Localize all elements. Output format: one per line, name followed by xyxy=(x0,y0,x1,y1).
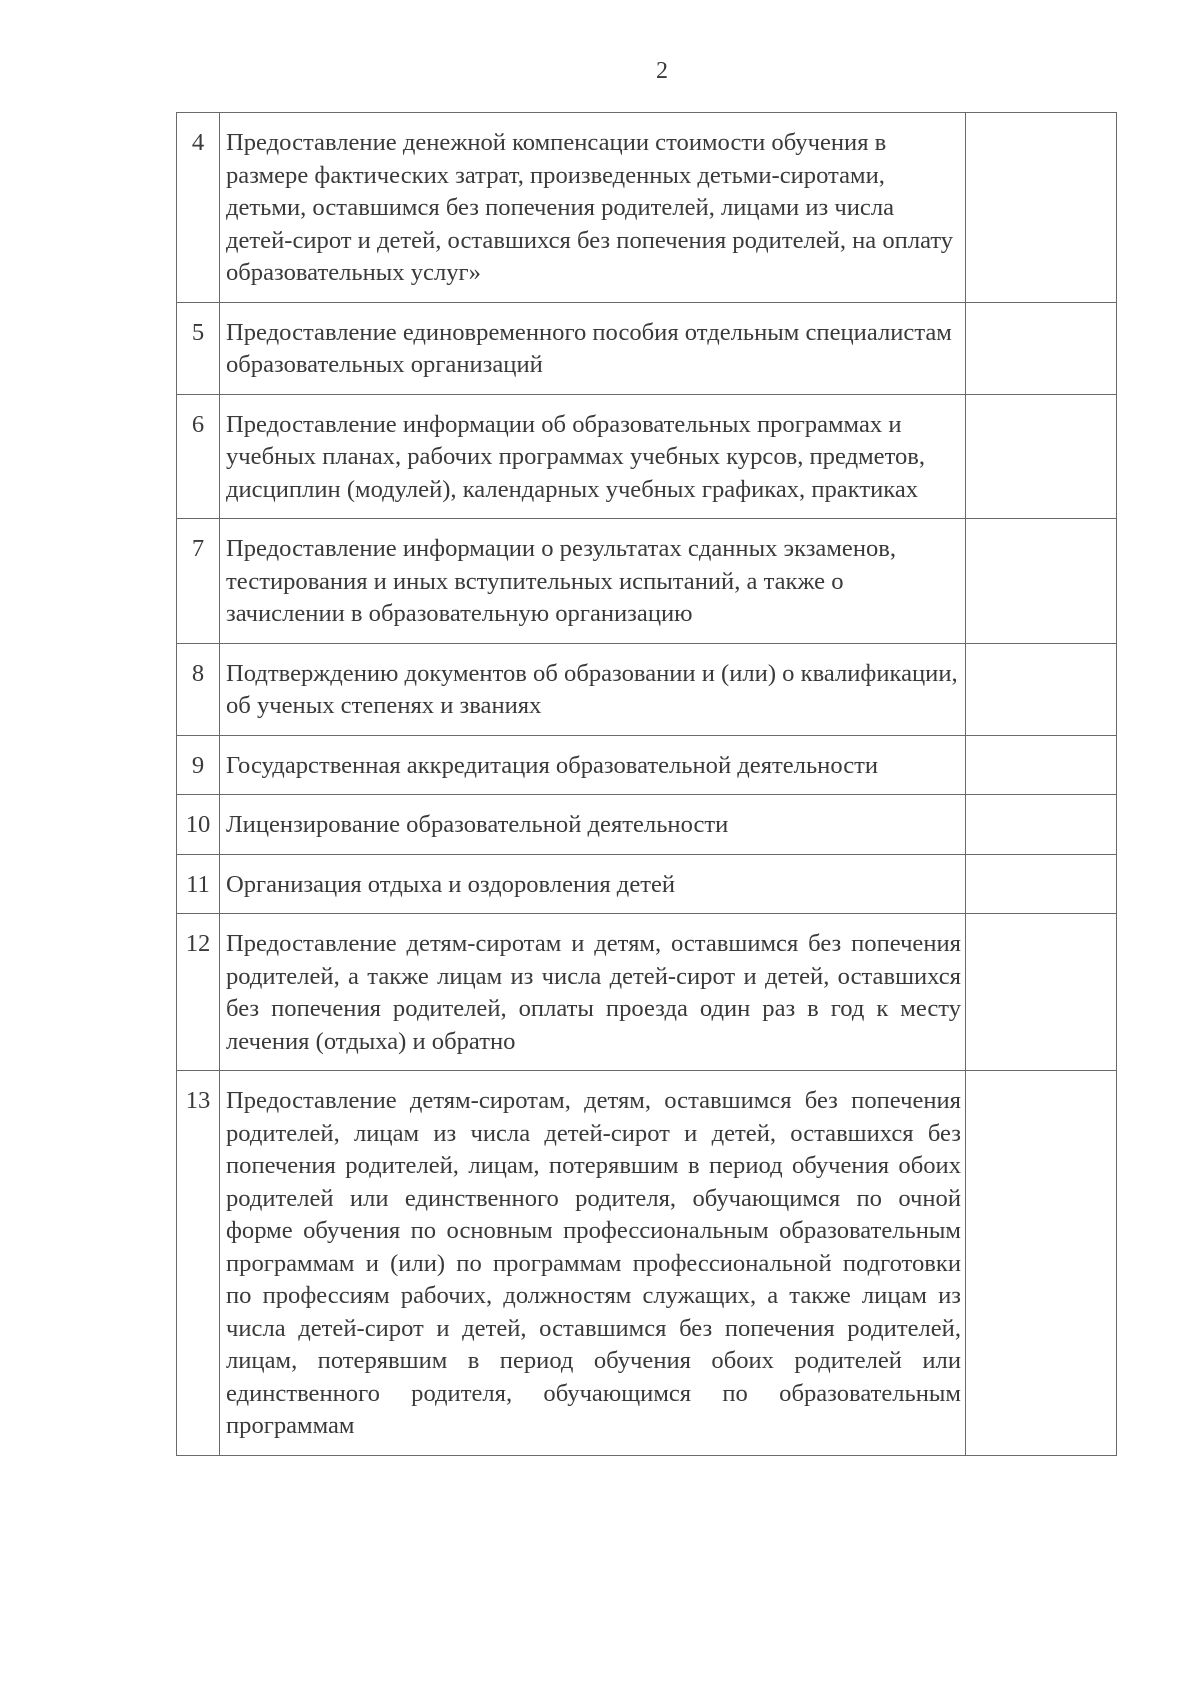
service-name: Организация отдыха и оздоровления детей xyxy=(220,854,966,914)
table-row xyxy=(177,795,1117,855)
row-number: 7 xyxy=(177,519,220,644)
empty-cell xyxy=(966,735,1117,795)
service-name: Предоставление детям-сиротам, детям, оставшимся без попечения родителей, лицам из числа детей-сирот и детей, оставшихся без попечения родителей, лицам, потерявшим в период обучения обоих родителей или единственного родителя, обучающимся по очной форме обучения по основным профессиональным образовательным программам и (или) по программам профессиональной подготовки по профессиям рабочих, должностям служащих, а также лицам из числа детей-сирот и детей, оставшимся без попечения родителей, лицам, потерявшим в период обучения обоих родителей или единственного родителя, обучающимся по образовательным программам xyxy=(220,1071,966,1456)
empty-cell xyxy=(966,394,1117,519)
service-name: Лицензирование образовательной деятельности xyxy=(220,795,966,855)
row-number: 13 xyxy=(177,1071,220,1456)
table-row xyxy=(177,735,1117,795)
table-row xyxy=(177,113,1117,303)
service-name: Подтверждению документов об образовании и (или) о квалификации, об ученых степенях и званиях xyxy=(220,643,966,735)
empty-cell xyxy=(966,854,1117,914)
row-number: 10 xyxy=(177,795,220,855)
empty-cell xyxy=(966,643,1117,735)
services-table xyxy=(176,112,1117,1456)
empty-cell xyxy=(966,1071,1117,1456)
row-number: 5 xyxy=(177,302,220,394)
service-name: Предоставление детям-сиротам и детям, оставшимся без попечения родителей, а также лицам из числа детей-сирот и детей, оставшихся без попечения родителей, оплаты проезда один раз в год к месту лечения (отдыха) и обратно xyxy=(220,914,966,1071)
service-name: Предоставление информации о результатах сданных экзаменов, тестирования и иных вступительных испытаний, а также о зачислении в образовательную организацию xyxy=(220,519,966,644)
empty-cell xyxy=(966,795,1117,855)
row-number: 8 xyxy=(177,643,220,735)
empty-cell xyxy=(966,519,1117,644)
row-number: 12 xyxy=(177,914,220,1071)
row-number: 4 xyxy=(177,113,220,303)
table-row xyxy=(177,302,1117,394)
empty-cell xyxy=(966,914,1117,1071)
row-number: 6 xyxy=(177,394,220,519)
service-name: Предоставление информации об образовательных программах и учебных планах, рабочих программах учебных курсов, предметов, дисциплин (модулей), календарных учебных графиках, практиках xyxy=(220,394,966,519)
table-row xyxy=(177,1071,1117,1456)
service-name: Государственная аккредитация образовательной деятельности xyxy=(220,735,966,795)
table-row xyxy=(177,854,1117,914)
row-number: 9 xyxy=(177,735,220,795)
row-number: 11 xyxy=(177,854,220,914)
table-row xyxy=(177,643,1117,735)
empty-cell xyxy=(966,113,1117,303)
table-row xyxy=(177,519,1117,644)
page-number: 2 xyxy=(656,58,668,84)
service-name: Предоставление единовременного пособия отдельным специалистам образовательных организаций xyxy=(220,302,966,394)
service-name: Предоставление денежной компенсации стоимости обучения в размере фактических затрат, произведенных детьми-сиротами, детьми, оставшимся без попечения родителей, лицами из числа детей-сирот и детей, оставшихся без попечения родителей, на оплату образовательных услуг» xyxy=(220,113,966,303)
empty-cell xyxy=(966,302,1117,394)
table-row xyxy=(177,914,1117,1071)
table-row xyxy=(177,394,1117,519)
